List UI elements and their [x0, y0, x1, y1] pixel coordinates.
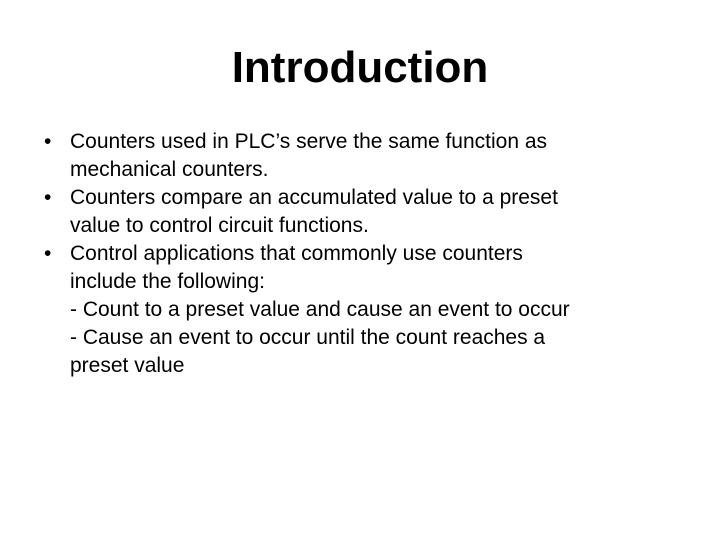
bullet-item	[44, 240, 684, 296]
slide-title: Introduction	[231, 43, 489, 92]
bullet-line: mechanical counters.	[70, 158, 269, 181]
bullet-line: include the following:	[70, 270, 265, 293]
sub-item	[44, 324, 684, 380]
sub-item-line: - Cause an event to occur until the count reaches a	[70, 326, 546, 349]
bullet-item	[44, 184, 684, 240]
bullet-marker: •	[44, 186, 52, 209]
bullet-text	[70, 128, 684, 184]
slide-body	[44, 128, 684, 380]
sub-item-line: preset value	[70, 354, 185, 377]
bullet-text	[70, 240, 684, 296]
bullet-line: Control applications that commonly use counters	[70, 242, 523, 265]
bullet-item	[44, 128, 684, 184]
bullet-line: Counters used in PLC’s serve the same function as	[70, 130, 548, 153]
bullet-line: value to control circuit functions.	[70, 214, 369, 237]
bullet-marker: •	[44, 242, 52, 265]
bullet-marker: •	[44, 130, 52, 153]
bullet-text	[70, 184, 684, 240]
sub-item	[44, 296, 684, 324]
sub-item-line: - Count to a preset value and cause an event to occur	[70, 298, 570, 321]
bullet-line: Counters compare an accumulated value to a preset	[70, 186, 558, 209]
